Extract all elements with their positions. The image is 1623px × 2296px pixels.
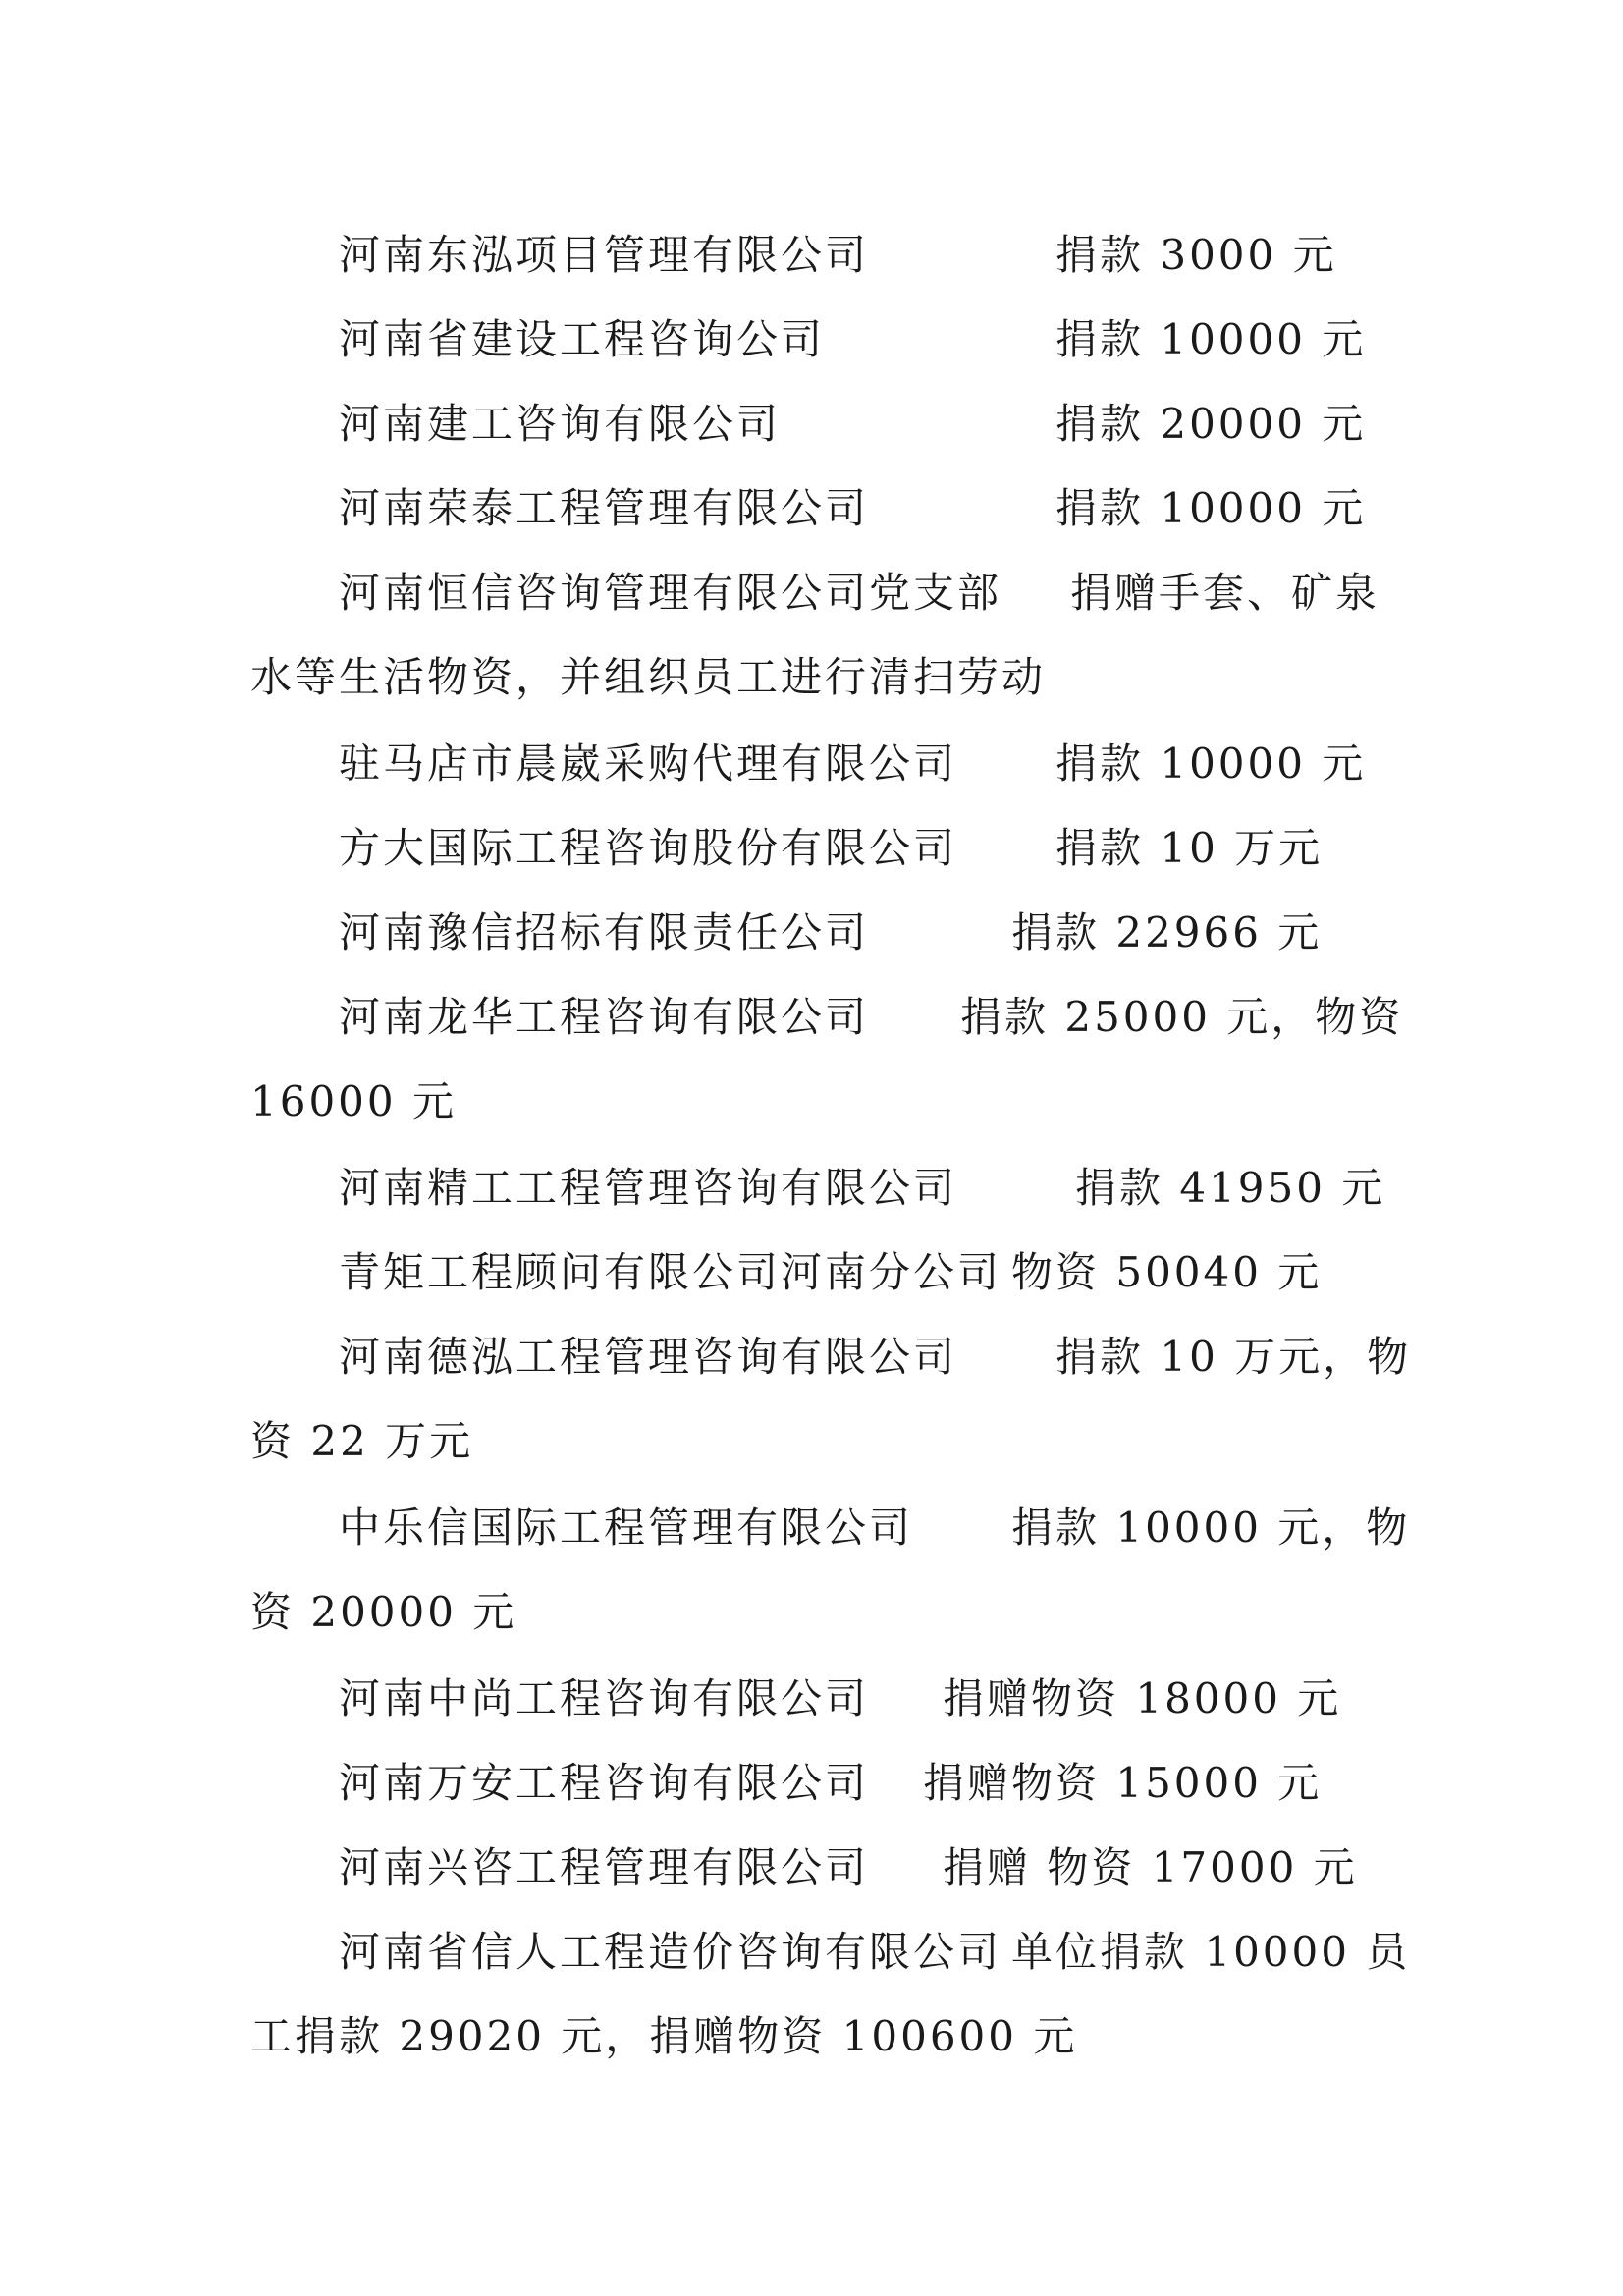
entry-amount: 捐赠物资 15000 元 <box>923 1759 1323 1807</box>
entry-amount: 捐款 25000 元，物资 <box>960 993 1404 1041</box>
entry-name: 驻马店市晨崴采购代理有限公司 <box>339 739 958 788</box>
entry-name: 河南省建设工程咨询公司 <box>339 315 826 363</box>
entry-amount: 捐赠 物资 17000 元 <box>943 1843 1358 1891</box>
entry-continuation: 资 22 万元 <box>250 1417 474 1465</box>
entry-continuation: 16000 元 <box>250 1077 457 1125</box>
entry-name: 河南中尚工程咨询有限公司 <box>339 1674 870 1722</box>
entry-name: 青矩工程顾问有限公司河南分公司 <box>339 1248 1002 1296</box>
entry-name: 河南荣泰工程管理有限公司 <box>339 484 870 532</box>
entry-name: 河南建工咨询有限公司 <box>339 400 782 448</box>
entry-name: 中乐信国际工程管理有限公司 <box>339 1503 914 1552</box>
entry-amount: 捐赠物资 18000 元 <box>943 1674 1342 1722</box>
entry-amount: 单位捐款 10000 员 <box>1011 1928 1411 1976</box>
entry-name: 河南省信人工程造价咨询有限公司 <box>339 1928 1002 1976</box>
entry-name: 方大国际工程咨询股份有限公司 <box>339 824 958 872</box>
entry-name: 河南万安工程咨询有限公司 <box>339 1759 870 1807</box>
entry-amount: 捐款 41950 元 <box>1075 1164 1386 1212</box>
entry-amount: 捐款 10 万元，物 <box>1055 1333 1412 1381</box>
entry-amount: 捐赠手套、矿泉 <box>1070 569 1380 617</box>
entry-amount: 捐款 10000 元 <box>1055 484 1367 532</box>
entry-amount: 捐款 10000 元 <box>1055 739 1367 788</box>
entry-amount: 捐款 22966 元 <box>1011 908 1323 957</box>
entry-name: 河南兴咨工程管理有限公司 <box>339 1843 870 1891</box>
entry-name: 河南东泓项目管理有限公司 <box>339 231 870 279</box>
entry-name: 河南恒信咨询管理有限公司党支部 <box>339 569 1002 617</box>
entry-amount: 捐款 10 万元 <box>1055 824 1324 872</box>
entry-amount: 物资 50040 元 <box>1011 1248 1323 1296</box>
entry-name: 河南豫信招标有限责任公司 <box>339 908 870 957</box>
entry-continuation: 工捐款 29020 元，捐赠物资 100600 元 <box>250 2012 1078 2060</box>
entry-continuation: 水等生活物资，并组织员工进行清扫劳动 <box>250 653 1047 701</box>
entry-amount: 捐款 10000 元 <box>1055 315 1367 363</box>
entry-amount: 捐款 3000 元 <box>1055 231 1337 279</box>
entry-name: 河南精工工程管理咨询有限公司 <box>339 1164 958 1212</box>
entry-continuation: 资 20000 元 <box>250 1588 517 1636</box>
entry-name: 河南龙华工程咨询有限公司 <box>339 993 870 1041</box>
entry-amount: 捐款 10000 元，物 <box>1011 1503 1411 1552</box>
entry-amount: 捐款 20000 元 <box>1055 400 1367 448</box>
entry-name: 河南德泓工程管理咨询有限公司 <box>339 1333 958 1381</box>
